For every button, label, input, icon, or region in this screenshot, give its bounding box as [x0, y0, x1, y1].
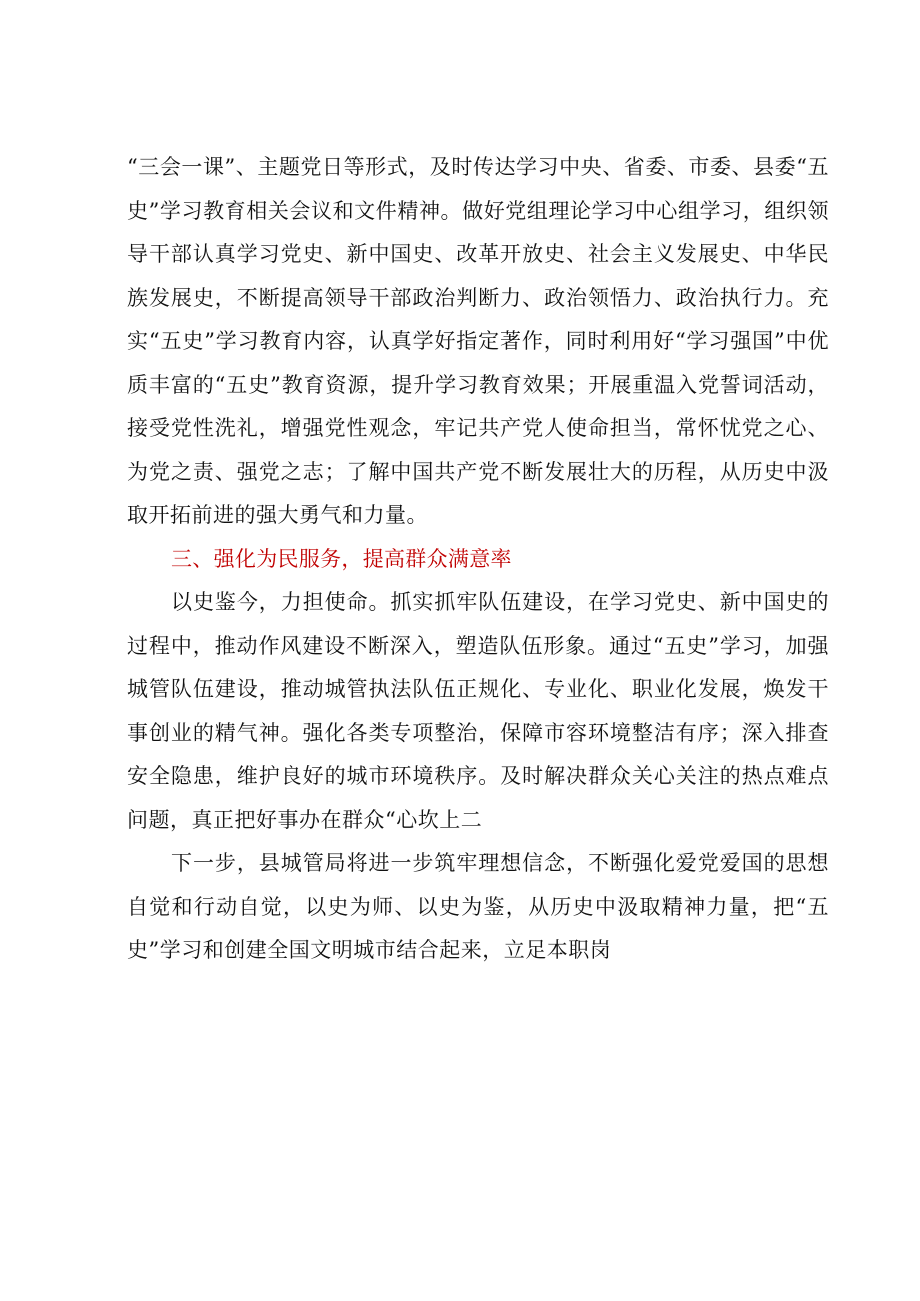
body-paragraph-next-step: 下一步，县城管局将进一步筑牢理想信念，不断强化爱党爱国的思想自觉和行动自觉，以史为师、以史为鉴，从历史中汲取精神力量，把“五史”学习和创建全国文明城市结合起来，立足本职岗 [127, 851, 829, 962]
body-paragraph-service: 以史鉴今，力担使命。抓实抓牢队伍建设，在学习党史、新中国史的过程中，推动作风建设不断深入，塑造队伍形象。通过“五史”学习，加强城管队伍建设，推动城管执法队伍正规化、专业化、职业化发展，焕发干事创业的精气神。强化各类专项整治，保障市容环境整洁有序；深入排查安全隐患，维护良好的城市环境秩序。及时解决群众关心关注的热点难点问题，真正把好事办在群众“心坎上二 [127, 590, 829, 832]
body-paragraph-study-forms: “三会一课”、主题党日等形式，及时传达学习中央、省委、市委、县委“五史”学习教育相关会议和文件精神。做好党组理论学习中心组学习，组织领导干部认真学习党史、新中国史、改革开放史、社会主义发展史、中华民族发展史，不断提高领导干部政治判断力、政治领悟力、政治执行力。充实“五史”学习教育内容，认真学好指定著作，同时利用好“学习强国”中优质丰富的“五史”教育资源，提升学习教育效果；开展重温入党誓词活动，接受党性洗礼，增强党性观念，牢记共产党人使命担当，常怀忧党之心、为党之责、强党之志；了解中国共产党不断发展壮大的历程，从历史中汲取开拓前进的强大勇气和力量。 [127, 155, 829, 527]
document-page [127, 146, 829, 973]
section-heading-3: 三、强化为民服务，提高群众满意率 [171, 546, 512, 571]
